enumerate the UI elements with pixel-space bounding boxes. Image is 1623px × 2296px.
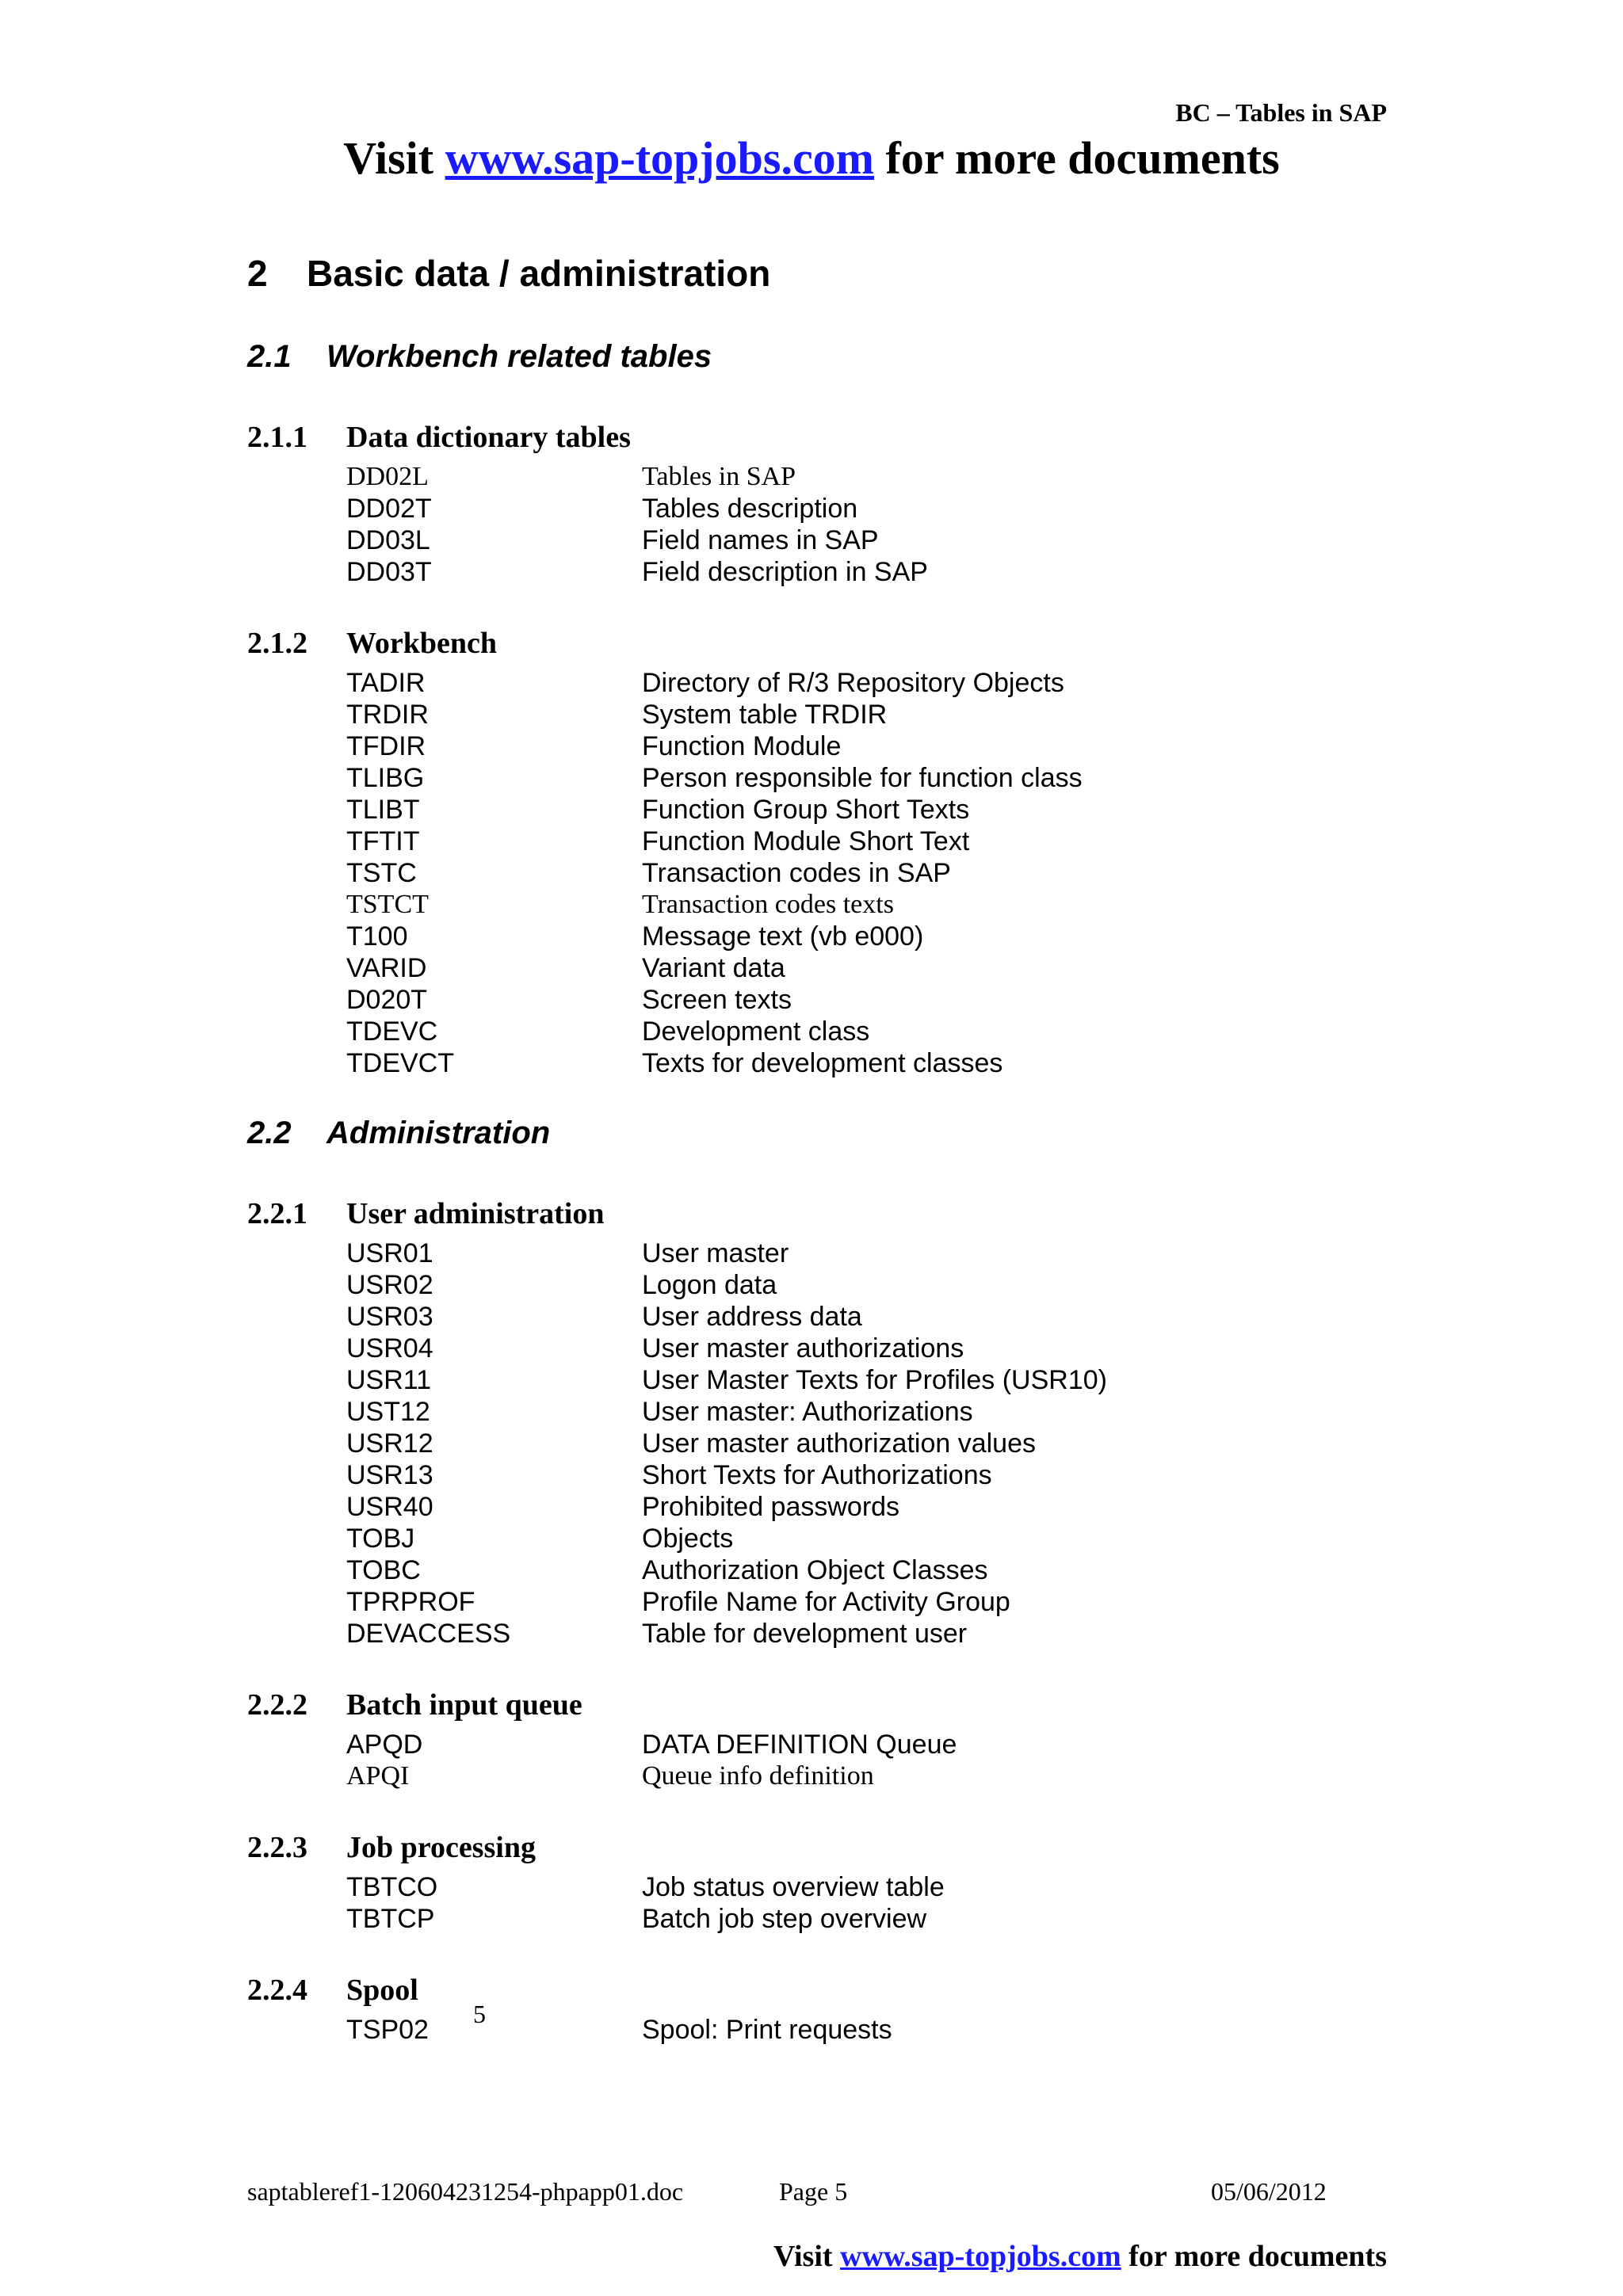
table-description: Queue info definition bbox=[642, 1761, 874, 1791]
table-row bbox=[0, 1555, 1623, 1587]
subsection-title: Batch input queue bbox=[346, 1688, 582, 1722]
table-code: TLIBG bbox=[346, 763, 425, 793]
table-description: Batch job step overview bbox=[642, 1904, 927, 1934]
table-code: USR13 bbox=[346, 1460, 433, 1490]
table-description: User address data bbox=[642, 1302, 862, 1332]
table-code: D020T bbox=[346, 985, 428, 1015]
table-code: USR12 bbox=[346, 1428, 433, 1459]
visit-link-top[interactable]: www.sap-topjobs.com bbox=[445, 132, 874, 184]
table-code: USR04 bbox=[346, 1333, 433, 1363]
table-code: TLIBT bbox=[346, 795, 420, 825]
table-code: USR01 bbox=[346, 1238, 433, 1268]
table-description: User master: Authorizations bbox=[642, 1397, 973, 1427]
table-row bbox=[0, 2015, 1623, 2046]
table-row bbox=[0, 1048, 1623, 1080]
visit-prefix: Visit bbox=[773, 2240, 841, 2273]
table-code: TDEVCT bbox=[346, 1048, 454, 1078]
table-row bbox=[0, 700, 1623, 731]
chapter-number: 2 bbox=[247, 253, 268, 294]
table-description: Table for development user bbox=[642, 1619, 968, 1649]
table-description: Short Texts for Authorizations bbox=[642, 1460, 992, 1490]
table-description: Transaction codes in SAP bbox=[642, 858, 951, 888]
table-code: DD02L bbox=[346, 462, 429, 491]
table-code: TRDIR bbox=[346, 700, 429, 730]
subsection-title: Job processing bbox=[346, 1831, 536, 1864]
table-row bbox=[0, 890, 1623, 921]
table-description: Objects bbox=[642, 1524, 734, 1554]
subsection-number: 2.2.2 bbox=[247, 1688, 307, 1722]
table-code: TBTCP bbox=[346, 1904, 435, 1934]
visit-prefix: Visit bbox=[343, 132, 445, 184]
table-row bbox=[0, 921, 1623, 953]
table-row bbox=[0, 1904, 1623, 1936]
table-code: TSTC bbox=[346, 858, 417, 888]
visit-link-bottom[interactable]: www.sap-topjobs.com bbox=[840, 2240, 1121, 2273]
table-description: DATA DEFINITION Queue bbox=[642, 1730, 957, 1760]
visit-banner-bottom bbox=[773, 2239, 1387, 2274]
section-title: Workbench related tables bbox=[327, 339, 712, 374]
table-code: DD03L bbox=[346, 525, 430, 555]
table-code: T100 bbox=[346, 921, 408, 952]
table-description: Job status overview table bbox=[642, 1872, 945, 1902]
table-code: USR02 bbox=[346, 1270, 433, 1300]
table-description: Tables description bbox=[642, 494, 858, 524]
table-row bbox=[0, 763, 1623, 795]
table-description: Field description in SAP bbox=[642, 557, 928, 587]
table-code: TPRPROF bbox=[346, 1587, 475, 1617]
table-code: TSP02 bbox=[346, 2015, 429, 2045]
table-description: Person responsible for function class bbox=[642, 763, 1083, 793]
table-description: User master bbox=[642, 1238, 789, 1268]
table-row bbox=[0, 858, 1623, 890]
visit-suffix: for more documents bbox=[874, 132, 1280, 184]
table-row bbox=[0, 1524, 1623, 1555]
table-row bbox=[0, 1619, 1623, 1650]
table-description: Function Group Short Texts bbox=[642, 795, 970, 825]
table-row bbox=[0, 462, 1623, 494]
table-row bbox=[0, 1016, 1623, 1048]
subsection-title: Workbench bbox=[346, 627, 498, 660]
table-description: Transaction codes texts bbox=[642, 890, 894, 919]
section-number: 2.1 bbox=[247, 339, 292, 374]
chapter-title: Basic data / administration bbox=[307, 253, 771, 294]
table-row bbox=[0, 1428, 1623, 1460]
table-description: Spool: Print requests bbox=[642, 2015, 892, 2045]
table-description: User master authorization values bbox=[642, 1428, 1037, 1459]
table-description: Tables in SAP bbox=[642, 462, 796, 491]
subsection-title: Spool bbox=[346, 1974, 418, 2007]
table-code: DD03T bbox=[346, 557, 432, 587]
footer-page-number: Page 5 bbox=[779, 2177, 848, 2206]
table-row bbox=[0, 1365, 1623, 1397]
table-row bbox=[0, 557, 1623, 589]
table-row bbox=[0, 1587, 1623, 1619]
section-title: Administration bbox=[327, 1116, 551, 1150]
table-code: TOBJ bbox=[346, 1524, 415, 1554]
table-row bbox=[0, 731, 1623, 763]
table-row bbox=[0, 1333, 1623, 1365]
table-description: Development class bbox=[642, 1016, 870, 1047]
table-description: Profile Name for Activity Group bbox=[642, 1587, 1010, 1617]
table-row bbox=[0, 826, 1623, 858]
footer-filename: saptableref1-120604231254-phpapp01.doc bbox=[247, 2177, 684, 2206]
table-code: VARID bbox=[346, 953, 427, 983]
subsection-number: 2.2.4 bbox=[247, 1974, 307, 2007]
table-row bbox=[0, 795, 1623, 826]
table-row bbox=[0, 1270, 1623, 1302]
table-code: USR11 bbox=[346, 1365, 432, 1395]
subsection-number: 2.1.2 bbox=[247, 627, 307, 660]
footer-date: 05/06/2012 bbox=[1211, 2177, 1327, 2206]
table-description: Message text (vb e000) bbox=[642, 921, 924, 952]
table-row bbox=[0, 494, 1623, 525]
table-row bbox=[0, 1761, 1623, 1793]
table-row bbox=[0, 1460, 1623, 1492]
subsection-number: 2.2.1 bbox=[247, 1197, 307, 1230]
table-code: USR03 bbox=[346, 1302, 433, 1332]
table-code: TADIR bbox=[346, 668, 426, 698]
table-row bbox=[0, 525, 1623, 557]
subsection-number: 2.1.1 bbox=[247, 421, 307, 454]
table-row bbox=[0, 668, 1623, 700]
table-code: APQI bbox=[346, 1761, 410, 1791]
table-description: Field names in SAP bbox=[642, 525, 879, 555]
table-code: TFDIR bbox=[346, 731, 426, 761]
table-code: USR40 bbox=[346, 1492, 433, 1522]
document-header-title: BC – Tables in SAP bbox=[1175, 98, 1387, 127]
table-row bbox=[0, 1872, 1623, 1904]
table-code: APQD bbox=[346, 1730, 423, 1760]
table-code: TOBC bbox=[346, 1555, 421, 1585]
table-description: Prohibited passwords bbox=[642, 1492, 900, 1522]
table-code: DD02T bbox=[346, 494, 432, 524]
subsection-title: User administration bbox=[346, 1197, 605, 1230]
table-code: TBTCO bbox=[346, 1872, 438, 1902]
table-code: TSTCT bbox=[346, 890, 429, 919]
table-description: Logon data bbox=[642, 1270, 777, 1300]
table-description: Screen texts bbox=[642, 985, 792, 1015]
table-description: System table TRDIR bbox=[642, 700, 888, 730]
table-description: Variant data bbox=[642, 953, 785, 983]
table-row bbox=[0, 1730, 1623, 1761]
visit-suffix: for more documents bbox=[1121, 2240, 1387, 2273]
subsection-title: Data dictionary tables bbox=[346, 421, 631, 454]
table-row bbox=[0, 953, 1623, 985]
table-description: Authorization Object Classes bbox=[642, 1555, 988, 1585]
table-row bbox=[0, 1302, 1623, 1333]
subsection-number: 2.2.3 bbox=[247, 1831, 307, 1864]
table-row bbox=[0, 985, 1623, 1016]
table-description: Texts for development classes bbox=[642, 1048, 1003, 1078]
table-code: TFTIT bbox=[346, 826, 420, 856]
table-description: Function Module bbox=[642, 731, 842, 761]
table-code: UST12 bbox=[346, 1397, 430, 1427]
table-description: Function Module Short Text bbox=[642, 826, 970, 856]
section-number: 2.2 bbox=[247, 1116, 292, 1150]
table-description: User Master Texts for Profiles (USR10) bbox=[642, 1365, 1107, 1395]
visit-banner-top bbox=[0, 132, 1623, 185]
table-description: User master authorizations bbox=[642, 1333, 964, 1363]
table-description: Directory of R/3 Repository Objects bbox=[642, 668, 1064, 698]
table-code: DEVACCESS bbox=[346, 1619, 511, 1649]
table-row bbox=[0, 1397, 1623, 1428]
table-row bbox=[0, 1492, 1623, 1524]
table-code: TDEVC bbox=[346, 1016, 438, 1047]
stray-page-number: 5 bbox=[473, 2000, 486, 2028]
table-row bbox=[0, 1238, 1623, 1270]
